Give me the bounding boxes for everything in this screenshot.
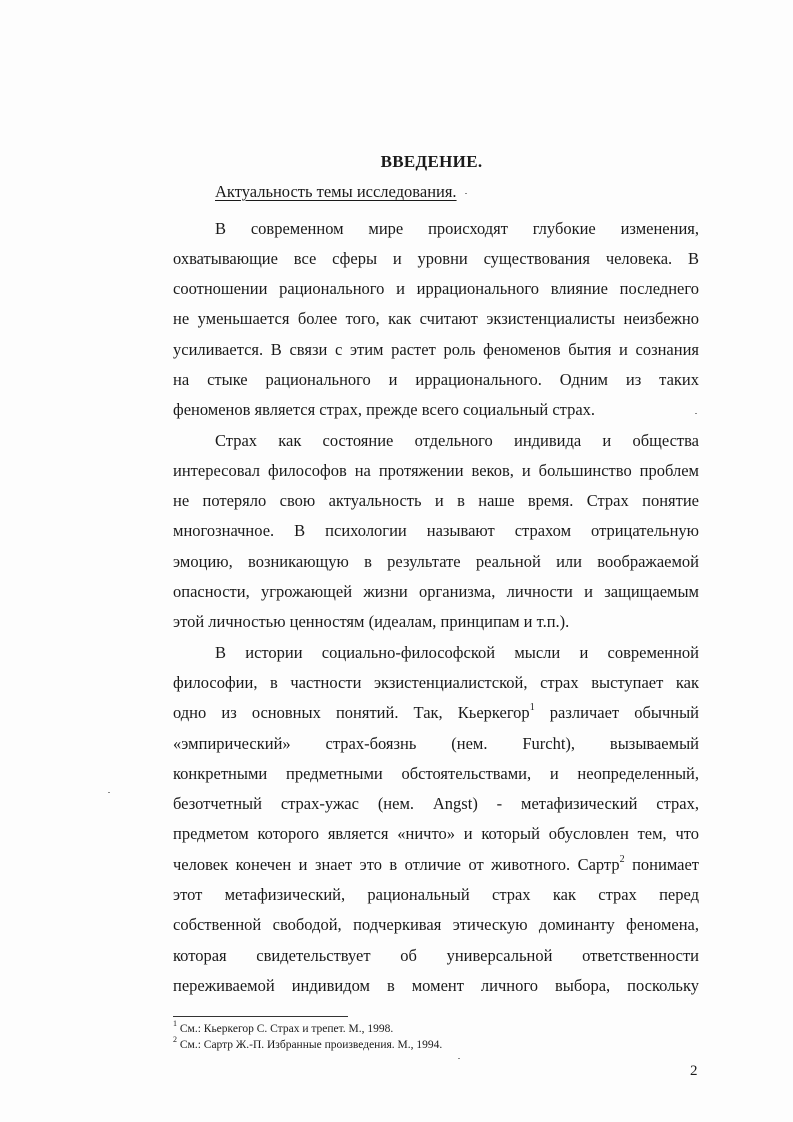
text-line: [173, 703, 699, 723]
text-line: предметом которого является «ничто» и который обусловлен тем, что: [173, 824, 699, 843]
footnote-divider: [173, 1016, 348, 1017]
text-line: этой личностью ценностям (идеалам, принципам и т.п.).: [173, 612, 570, 631]
text-line: этот метафизический, рациональный страх как страх перед: [173, 885, 699, 904]
footnote-number: 1: [173, 1019, 177, 1029]
footnote-mark: 2: [619, 853, 625, 865]
text-segment: одно из основных понятий. Так, Кьеркегор: [173, 703, 530, 722]
footnote-text: См.: Кьеркегор С. Страх и трепет. М., 1998.: [179, 1023, 394, 1035]
text-line: философии, в частности экзистенциалистской, страх выступает как: [173, 673, 699, 692]
text-line: [173, 855, 699, 875]
text-line: Страх как состояние отдельного индивида и общества: [215, 431, 699, 450]
footnote-number: 2: [173, 1035, 177, 1045]
text-line: собственной свободой, подчеркивая этическую доминанту феномена,: [173, 915, 699, 934]
page-title: ВВЕДЕНИЕ.: [380, 152, 483, 171]
scan-speck: [108, 792, 110, 793]
text-line: интересовал философов на протяжении веков, и большинство проблем: [173, 461, 699, 480]
footnote: [173, 1035, 443, 1052]
text-line: В современном мире происходят глубокие изменения,: [215, 219, 699, 238]
text-segment: различает обычный: [549, 703, 699, 722]
page-number: 2: [690, 1063, 698, 1079]
text-line: не потеряло свою актуальность и в наше время. Страх понятие: [173, 491, 699, 510]
text-line: усиливается. В связи с этим растет роль феноменов бытия и сознания: [173, 340, 699, 359]
text-line: переживаемой индивидом в момент личного выбора, поскольку: [173, 976, 699, 995]
text-line: эмоцию, возникающую в результате реальной или воображаемой: [173, 552, 699, 571]
text-line: безотчетный страх-ужас (нем. Angst) - метафизический страх,: [173, 794, 699, 813]
text-line: В истории социально-философской мысли и современной: [215, 643, 699, 662]
text-line: многозначное. В психологии называют страхом отрицательную: [173, 521, 699, 540]
scan-speck: [695, 413, 697, 414]
text-line: опасности, угрожающей жизни организма, личности и защищаемым: [173, 582, 699, 601]
text-segment: человек конечен и знает это в отличие от животного. Сартр: [173, 855, 620, 874]
text-line: феноменов является страх, прежде всего социальный страх.: [173, 400, 596, 419]
text-line: соотношении рационального и иррационального влияние последнего: [173, 279, 699, 298]
text-line: охватывающие все сферы и уровни существования человека. В: [173, 249, 699, 268]
text-line: конкретными предметными обстоятельствами, и неопределенный,: [173, 764, 699, 783]
section-subheading: Актуальность темы исследования.: [215, 182, 457, 201]
text-line: которая свидетельствует об универсальной ответственности: [173, 946, 699, 965]
footnote-text: См.: Сартр Ж.-П. Избранные произведения. М., 1994.: [179, 1039, 443, 1051]
text-segment: понимает: [632, 855, 700, 874]
text-line: «эмпирический» страх-боязнь (нем. Furcht), вызываемый: [173, 734, 699, 753]
scan-speck: [458, 1058, 460, 1059]
text-line: на стыке рационального и иррационального. Одним из таких: [173, 370, 699, 389]
scan-speck: [465, 193, 467, 194]
footnote-mark: 1: [529, 701, 535, 713]
text-line: не уменьшается более того, как считают экзистенциалисты неизбежно: [173, 309, 699, 328]
footnote: [173, 1019, 394, 1036]
